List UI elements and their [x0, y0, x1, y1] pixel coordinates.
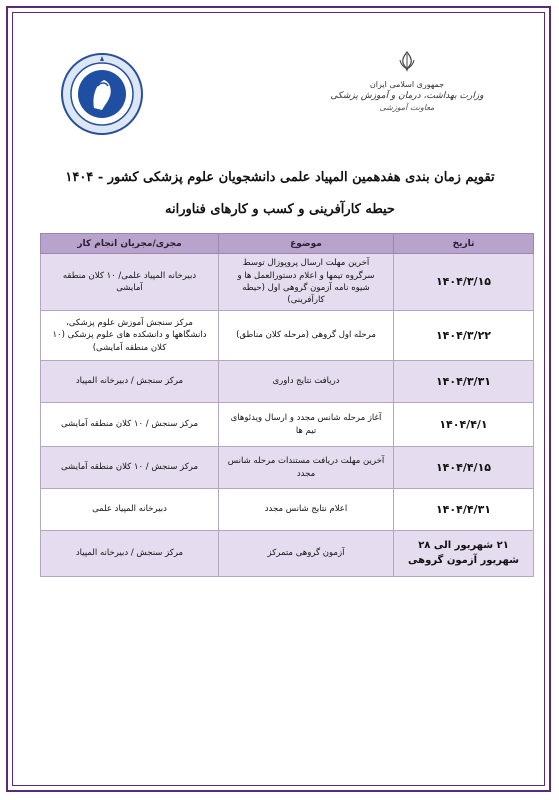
row-date: ۱۴۰۴/۳/۲۲ — [394, 311, 534, 361]
row-topic: مرحله اول گروهی (مرحله کلان مناطق) — [219, 311, 394, 361]
ministry-header — [327, 50, 487, 112]
page-subtitle: حیطه کارآفرینی و کسب و کارهای فناورانه — [165, 202, 395, 217]
row-topic: اعلام نتایج شانس مجدد — [219, 489, 394, 531]
row-executor: مرکز سنجش آموزش علوم پزشکی، دانشگاهها و دانشکده های علوم پزشکی (۱۰ کلان منطقه آمایشی) — [41, 311, 219, 361]
row-date: ۲۱ شهریور الی ۲۸ شهریور آزمون گروهی — [394, 531, 534, 577]
table-row — [41, 403, 534, 447]
ministry-line-3: معاونت آموزشی — [379, 103, 435, 112]
ministry-line-1: جمهوری اسلامی ایران — [369, 80, 445, 89]
row-date: ۱۴۰۴/۴/۳۱ — [394, 489, 534, 531]
row-executor: دبیرخانه المپیاد علمی/ ۱۰ کلان منطقه آمایشی — [41, 254, 219, 311]
row-topic: آزمون گروهی متمرکز — [219, 531, 394, 577]
column-header-topic: موضوع — [219, 234, 394, 254]
table-row — [41, 311, 534, 361]
table-row — [41, 489, 534, 531]
table-header-row — [41, 234, 534, 254]
row-topic: آغاز مرحله شانس مجدد و ارسال ویدئوهای تیم ها — [219, 403, 394, 447]
row-date: ۱۴۰۴/۳/۳۱ — [394, 361, 534, 403]
row-topic: آخرین مهلت دریافت مستندات مرحله شانس مجدد — [219, 447, 394, 489]
row-topic: دریافت نتایج داوری — [219, 361, 394, 403]
page-title: تقویم زمان بندی هفدهمین المپیاد علمی دانشجویان علوم پزشکی کشور - ۱۴۰۴ — [65, 170, 495, 185]
row-date: ۱۴۰۴/۴/۱۵ — [394, 447, 534, 489]
row-executor: مرکز سنجش / ۱۰ کلان منطقه آمایشی — [41, 447, 219, 489]
university-logo-icon — [60, 52, 144, 136]
table-row — [41, 254, 534, 311]
column-header-executor: مجری/مجریان انجام کار — [41, 234, 219, 254]
iran-emblem-icon — [396, 50, 418, 72]
table-row — [41, 361, 534, 403]
row-executor: مرکز سنجش / ۱۰ کلان منطقه آمایشی — [41, 403, 219, 447]
schedule-table — [40, 233, 534, 577]
row-date: ۱۴۰۴/۳/۱۵ — [394, 254, 534, 311]
row-executor: مرکز سنجش / دبیرخانه المپیاد — [41, 531, 219, 577]
row-executor: مرکز سنجش / دبیرخانه المپیاد — [41, 361, 219, 403]
row-executor: دبیرخانه المپیاد علمی — [41, 489, 219, 531]
table-row — [41, 531, 534, 577]
ministry-line-2: وزارت بهداشت، درمان و آموزش پزشکی — [330, 91, 484, 101]
row-date: ۱۴۰۴/۴/۱ — [394, 403, 534, 447]
column-header-date: تاریخ — [394, 234, 534, 254]
row-topic: آخرین مهلت ارسال پروپوزال توسط سرگروه تیمها و اعلام دستورالعمل ها و شیوه نامه آزمون گروهی اول (حیطه کارآفرینی) — [219, 254, 394, 311]
table-row — [41, 447, 534, 489]
